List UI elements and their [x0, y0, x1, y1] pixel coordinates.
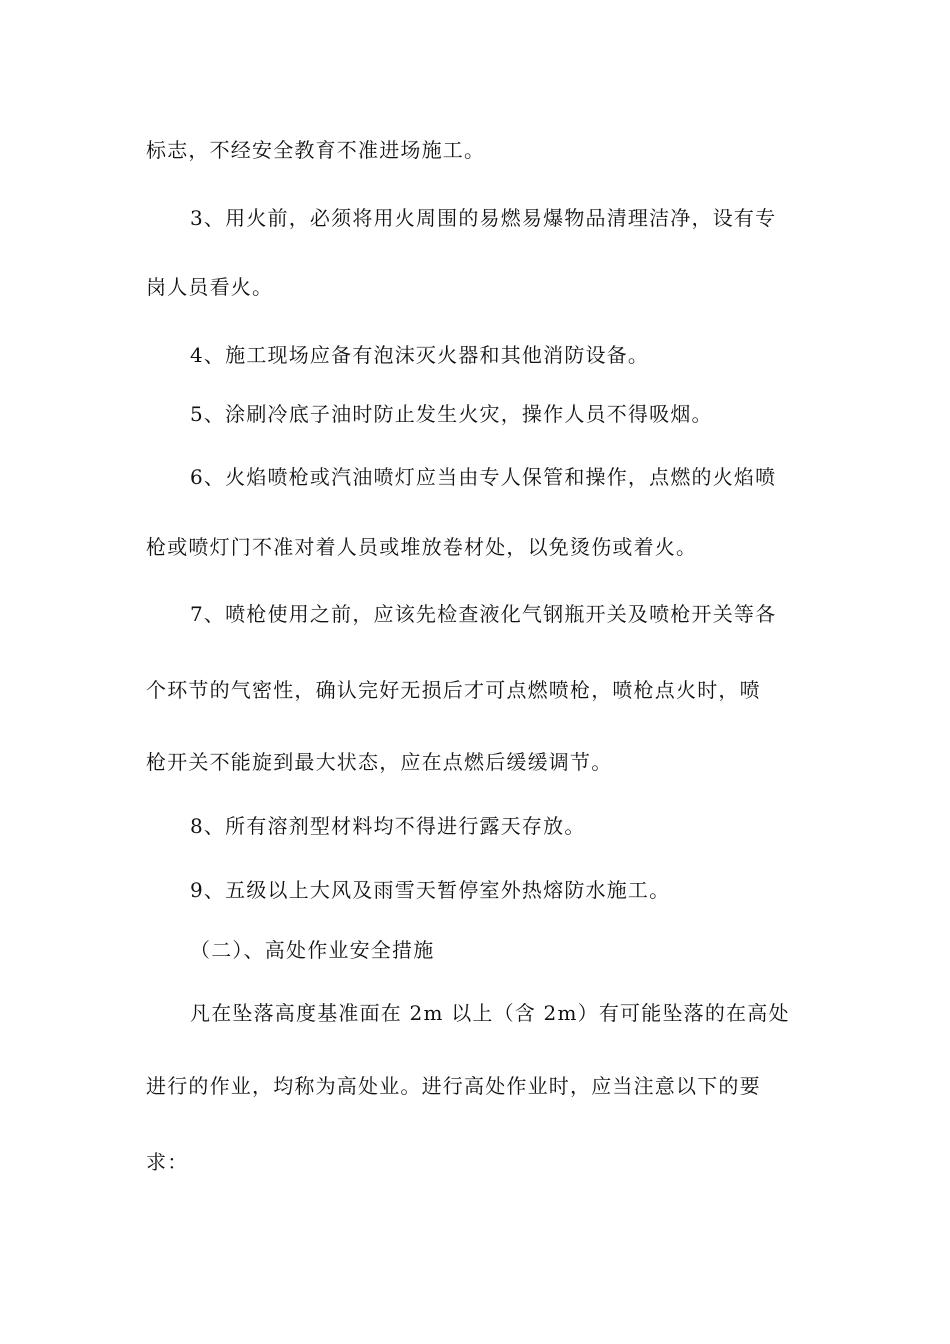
text-line-11: 8、所有溶剂型材料均不得进行露天存放。 [190, 814, 586, 838]
text-line-15: 求： [146, 1150, 189, 1174]
text-line-5: 5、涂刷冷底子油时防止发生火灾，操作人员不得吸烟。 [190, 402, 713, 426]
text-line-2: 3、用火前，必须将用火周围的易燃易爆物品清理洁净，设有专 [190, 206, 777, 230]
text-line-7: 枪或喷灯门不准对着人员或堆放卷材处，以免烫伤或着火。 [146, 535, 698, 559]
text-line-14: 进行的作业，均称为高处业。进行高处作业时，应当注意以下的要 [146, 1074, 761, 1098]
text-line-10: 枪开关不能旋到最大状态，应在点燃后缓缓调节。 [146, 750, 613, 774]
text-line-9: 个环节的气密性，确认完好无损后才可点燃喷枪，喷枪点火时，喷 [146, 678, 761, 702]
section-heading: （二）、高处作业安全措施 [190, 938, 435, 962]
text-line-8: 7、喷枪使用之前，应该先检查液化气钢瓶开关及喷枪开关等各 [190, 602, 777, 626]
text-line-12: 9、五级以上大风及雨雪天暂停室外热熔防水施工。 [190, 878, 671, 902]
text-line-4: 4、施工现场应备有泡沫灭火器和其他消防设备。 [190, 343, 650, 367]
text-line-1: 标志，不经安全教育不准进场施工。 [146, 138, 486, 162]
text-line-3: 岗人员看火。 [146, 275, 274, 299]
text-line-6: 6、火焰喷枪或汽油喷灯应当由专人保管和操作，点燃的火焰喷 [190, 465, 777, 489]
text-line-13: 凡在坠落高度基准面在 2m 以上（含 2m）有可能坠落的在高处 [190, 1001, 790, 1025]
